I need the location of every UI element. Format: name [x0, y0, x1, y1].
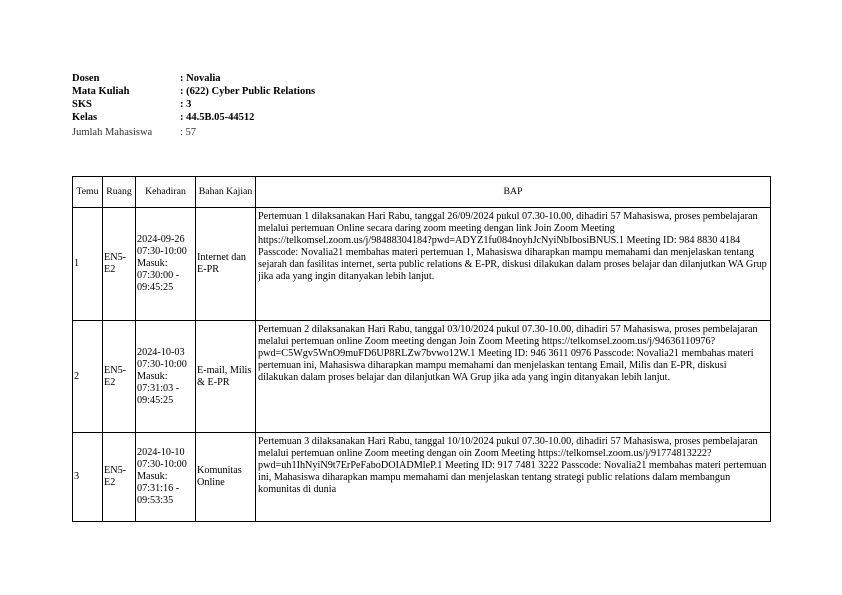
- info-label: Kelas: [72, 112, 98, 123]
- cell-kehadiran: 2024-10-03 07:30-10:00 Masuk: 07:31:03 - 09:45:25: [136, 321, 196, 433]
- info-value: : (622) Cyber Public Relations: [180, 86, 316, 97]
- table-row: [73, 208, 771, 321]
- info-value: : 44.5B.05-44512: [180, 112, 255, 123]
- info-dosen: [72, 72, 315, 85]
- info-label: Mata Kuliah: [72, 86, 130, 97]
- cell-bap: [256, 208, 771, 321]
- info-value: : 57: [180, 127, 197, 138]
- course-info: [72, 72, 315, 139]
- cell-bahan-kajian: Internet dan E-PR: [196, 208, 256, 321]
- header-temu: Temu: [73, 177, 103, 208]
- cell-temu: 2: [73, 321, 103, 433]
- cell-bap: [256, 321, 771, 433]
- info-mata-kuliah: [72, 85, 315, 98]
- bap-text: Pertemuan 2 dilaksanakan Hari Rabu, tanggal 03/10/2024 pukul 07.30-10.00, dihadiri 57 Mahasiswa, proses pembelajaran melalui pertemuan online Zoom meeting dengan Join Zoom Meeting https://telkomsel.zoom.us/j/94636110976?pwd=C5Wgv5WnO9muFD6UP8RLZw7bvwo12W.1 Meeting ID: 946 3611 0976 Passcode: Novalia21 membahas materi pertemuan ini, Mahasiswa diharapkan mampu memahami dan menjelaskan tentang Email, Milis dan E-PR, diskusi dilakukan dalam proses belajar dan dilanjutkan WA Grup jika ada yang ingin ditanyakan lebih lanjut.: [258, 324, 758, 383]
- info-value: : Novalia: [180, 73, 221, 84]
- bap-table: [72, 176, 771, 522]
- header-bahan-kajian: Bahan Kajian: [196, 177, 256, 208]
- info-label: SKS: [72, 99, 92, 110]
- cell-bahan-kajian: Komunitas Online: [196, 433, 256, 522]
- info-jumlah-mahasiswa: [72, 126, 315, 139]
- header-bap: BAP: [256, 177, 771, 208]
- cell-kehadiran: 2024-09-26 07:30-10:00 Masuk: 07:30:00 - 09:45:25: [136, 208, 196, 321]
- cell-temu: 3: [73, 433, 103, 522]
- info-sks: [72, 98, 315, 111]
- table-row: [73, 321, 771, 433]
- header-kehadiran: Kehadiran: [136, 177, 196, 208]
- cell-kehadiran: 2024-10-10 07:30-10:00 Masuk: 07:31:16 - 09:53:35: [136, 433, 196, 522]
- header-ruang: Ruang: [103, 177, 136, 208]
- cell-ruang: EN5-E2: [103, 321, 136, 433]
- cell-temu: 1: [73, 208, 103, 321]
- cell-bap: [256, 433, 771, 522]
- table-row: [73, 433, 771, 522]
- bap-text: Pertemuan 1 dilaksanakan Hari Rabu, tanggal 26/09/2024 pukul 07.30-10.00, dihadiri 57 Mahasiswa, proses pembelajaran melalui pertemuan Online secara daring zoom meeting dengan link Join Zoom Meeting https://telkomsel.zoom.us/j/98488304184?pwd=ADYZ1fu084noyhJcNyiNbIbosiBNUS.1 Meeting ID: 984 8830 4184 Passcode: Novalia21 membahas materi pertemuan 1, Mahasiswa diharapkan mampu memahami dan menjelaskan tentang sejarah dan fasilitas internet, serta public relations & E-PR, diskusi dilakukan dalam proses belajar dan dilanjutkan WA Grup jika ada yang ingin ditanyakan lebih lanjut.: [258, 211, 767, 282]
- info-label: Dosen: [72, 73, 100, 84]
- cell-ruang: EN5-E2: [103, 433, 136, 522]
- bap-text: Pertemuan 3 dilaksanakan Hari Rabu, tanggal 10/10/2024 pukul 07.30-10.00, dihadiri 57 Mahasiswa, proses pembelajaran melalui pertemuan online Zoom meeting dengan oin Zoom Meeting https://telkomsel.zoom.us/j/91774813222?pwd=uh1IhNyiN9t7ErPeFaboDOIADMleP.1 Meeting ID: 917 7481 3222 Passcode: Novalia21 membahas materi pertemuan ini, Mahasiswa diharapkan mampu memahami dan menjelaskan tentang strategi public relations dalam membangun komunitas di dunia: [258, 436, 767, 495]
- info-kelas: [72, 111, 315, 124]
- cell-ruang: EN5-E2: [103, 208, 136, 321]
- info-label: Jumlah Mahasiswa: [72, 127, 153, 138]
- cell-bahan-kajian: E-mail, Milis & E-PR: [196, 321, 256, 433]
- table-header-row: [73, 177, 771, 208]
- info-value: : 3: [180, 99, 192, 110]
